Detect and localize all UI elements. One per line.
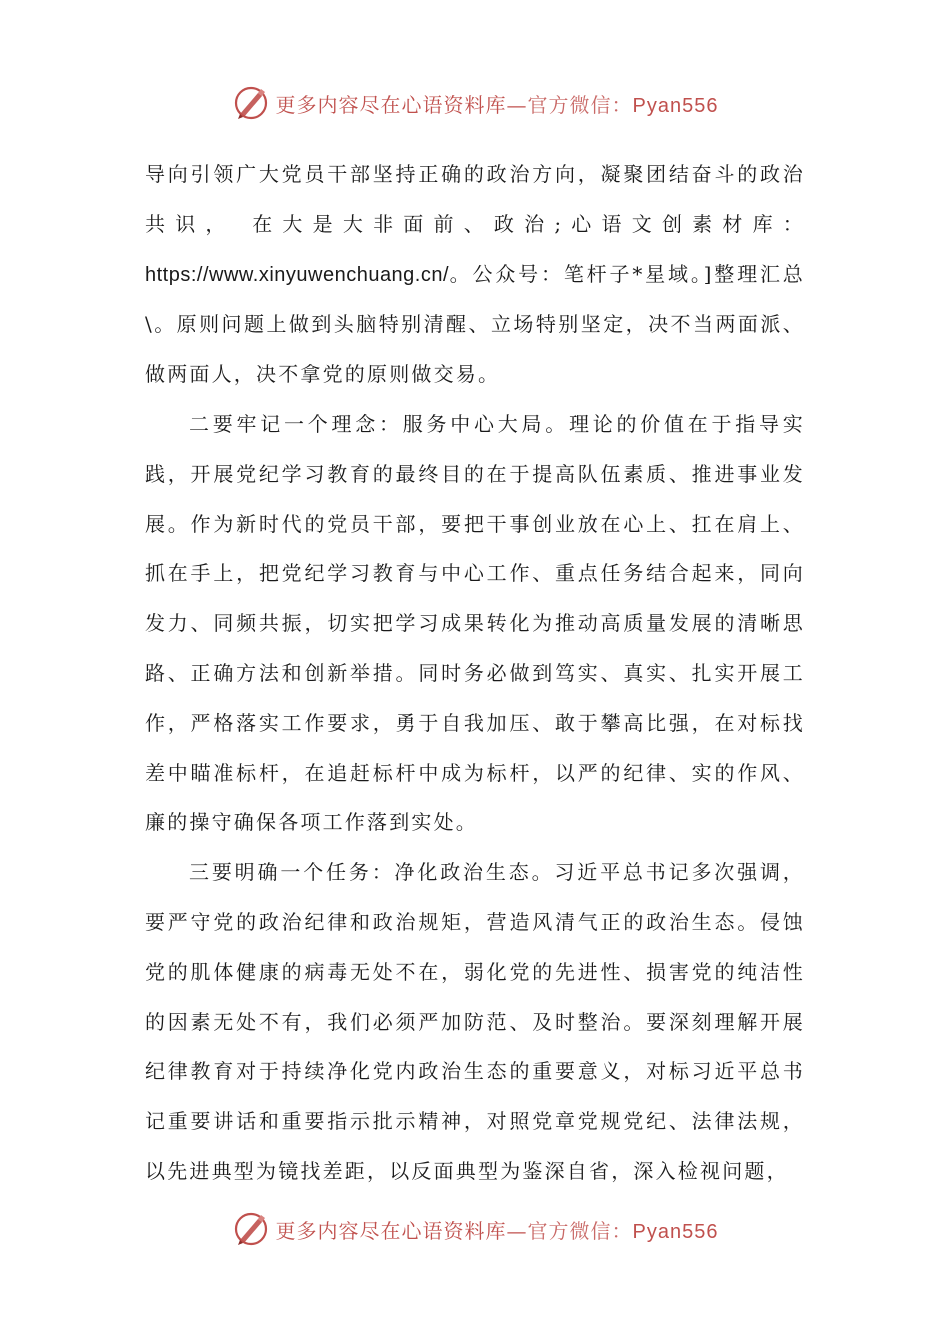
- banner-wechat-label: 官方微信：: [527, 1218, 633, 1243]
- banner-text: [276, 89, 719, 118]
- footer-banner: [0, 1210, 950, 1248]
- document-body: [145, 150, 805, 1197]
- banner-text: [276, 1215, 719, 1244]
- paragraph-1-url: https://www.xinyuwenchuang.cn/: [145, 263, 450, 286]
- banner-wechat-id: Pyan556: [632, 94, 719, 117]
- paragraph-1-text-a: 导向引领广大党员干部坚持正确的政治方向，凝聚团结奋斗的政治共识， 在大是大非面前、政治;心语文创素材库：: [145, 162, 805, 236]
- pen-logo-icon: [232, 84, 270, 122]
- header-banner: [0, 84, 950, 122]
- banner-dash: —: [506, 1218, 528, 1243]
- paragraph-3: 三要明确一个任务：净化政治生态。习近平总书记多次强调，要严守党的政治纪律和政治规矩，营造风清气正的政治生态。侵蚀党的肌体健康的病毒无处不在，弱化党的先进性、损害党的纯洁性的因素无处不有，我们必须严加防范、及时整治。要深刻理解开展纪律教育对于持续净化党内政治生态的重要意义，对标习近平总书记重要讲话和重要指示批示精神，对照党章党规党纪、法律法规，以先进典型为镜找差距，以反面典型为鉴深自省，深入检视问题，: [145, 860, 805, 1183]
- banner-main-text: 更多内容尽在心语资料库: [275, 1218, 507, 1243]
- banner-main-text: 更多内容尽在心语资料库: [275, 92, 507, 117]
- banner-wechat-label: 官方微信：: [527, 92, 633, 117]
- paragraph-2: 二要牢记一个理念：服务中心大局。理论的价值在于指导实践，开展党纪学习教育的最终目的在于提高队伍素质、推进事业发展。作为新时代的党员干部，要把干事创业放在心上、扛在肩上、抓在手上，把党纪学习教育与中心工作、重点任务结合起来，同向发力、同频共振，切实把学习成果转化为推动高质量发展的清晰思路、正确方法和创新举措。同时务必做到笃实、真实、扎实开展工作，严格落实工作要求，勇于自我加压、敢于攀高比强，在对标找差中瞄准标杆，在追赶标杆中成为标杆，以严的纪律、实的作风、廉的操守确保各项工作落到实处。: [145, 411, 805, 835]
- banner-wechat-id: Pyan556: [632, 1220, 719, 1243]
- paragraph-1: [145, 150, 805, 400]
- pen-logo-icon: [232, 1210, 270, 1248]
- banner-dash: —: [506, 92, 528, 117]
- paragraph-1-text-b: 。公众号：笔杆子*星域。]整理汇总\。原则问题上做到头脑特别清醒、立场特别坚定，决不当两面派、做两面人，决不拿党的原则做交易。: [145, 261, 805, 387]
